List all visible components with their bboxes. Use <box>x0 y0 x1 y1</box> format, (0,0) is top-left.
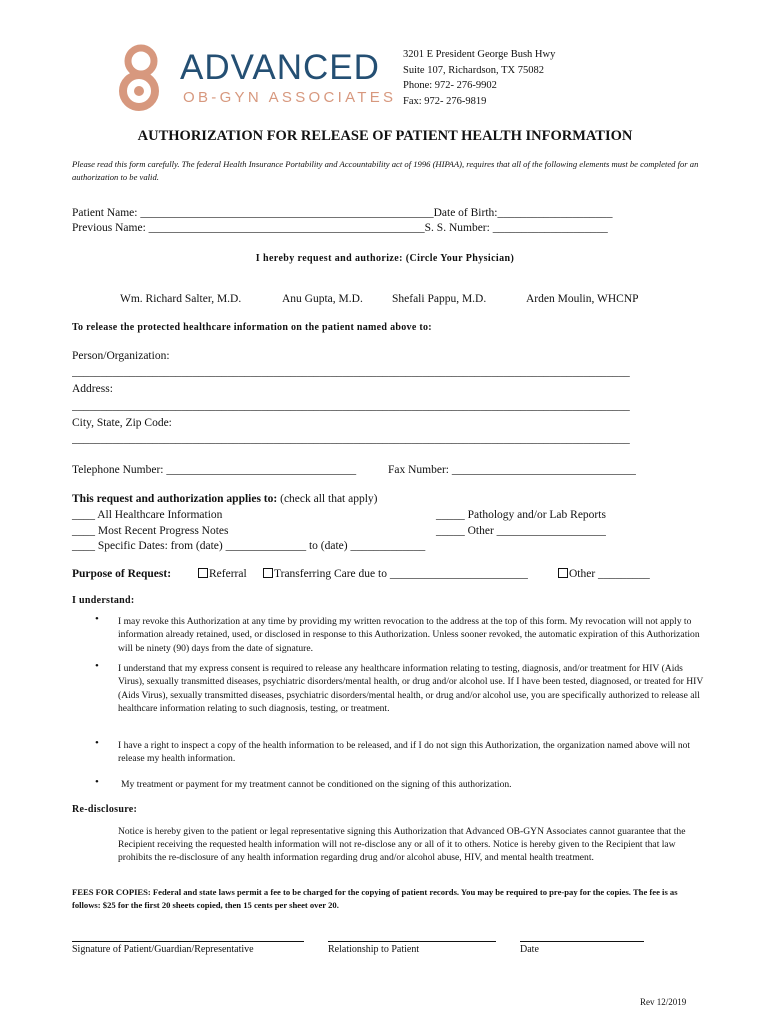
understand-heading: I understand: <box>72 595 135 606</box>
revision-label: Rev 12/2019 <box>640 997 687 1007</box>
address-label: Address: <box>72 383 113 395</box>
other-checkbox[interactable] <box>558 568 568 578</box>
option-all-healthcare[interactable]: ____ All Healthcare Information <box>72 509 223 521</box>
bullet-icon: • <box>95 613 99 625</box>
telephone-field[interactable]: Telephone Number: _________________________________ <box>72 464 357 476</box>
redisclosure-text: Notice is hereby given to the patient or legal representative signing this Authorization that Advanced OB-GYN Associates cannot guarantee that the Recipient receiving the requested health information will not re-disclose any or all of it to others. Notice is hereby given to the Recipient that law prohibits the re-disclosure of any health information regarding drug and/or alcohol abuse, HIV, and mental health treatment. <box>118 826 686 864</box>
physician-salter[interactable]: Wm. Richard Salter, M.D. <box>120 293 242 305</box>
redisclosure-heading: Re-disclosure: <box>72 804 138 815</box>
physician-pappu[interactable]: Shefali Pappu, M.D. <box>392 293 487 305</box>
patient-name-line[interactable]: Patient Name: ___________________________________________________Date of Birth:____________________ <box>72 207 613 219</box>
purpose-transferring-option[interactable] <box>263 568 528 580</box>
date-line[interactable] <box>520 941 644 942</box>
bullet-icon: • <box>95 776 99 788</box>
other-label: Other _________ <box>569 568 650 580</box>
understand-item-consent: I understand that my express consent is required to release any healthcare information relating to testing, diagnosis, and/or treatment for HIV (Aids Virus), sexually transmitted diseases, psychiatric disorders/mental health, or drug and/or alcohol use. If I have been tested, diagnosed, or treated for HIV (Aids Virus), sexually transmitted diseases, psychiatric disorders/mental health, or drug and/or alcohol use, you are specifically authorized to release all healthcare information relating to such diagnosis, testing, or treatment. <box>118 663 704 714</box>
applies-heading-bold: This request and authorization applies to: <box>72 493 278 505</box>
signature-label: Signature of Patient/Guardian/Representative <box>72 944 254 955</box>
relationship-label: Relationship to Patient <box>328 944 420 955</box>
option-progress-notes[interactable]: ____ Most Recent Progress Notes <box>72 525 229 537</box>
practice-address <box>403 47 555 109</box>
transferring-checkbox[interactable] <box>263 568 273 578</box>
physician-moulin[interactable]: Arden Moulin, WHCNP <box>526 293 639 305</box>
referral-checkbox[interactable] <box>198 568 208 578</box>
signature-line[interactable] <box>72 941 304 942</box>
purpose-label: Purpose of Request: <box>72 568 172 580</box>
applies-heading-note: (check all that apply) <box>277 493 378 505</box>
request-heading: I hereby request and authorize: (Circle Your Physician) <box>255 253 515 264</box>
relationship-line[interactable] <box>328 941 496 942</box>
date-label: Date <box>520 944 539 955</box>
understand-item-treatment: My treatment or payment for my treatment cannot be conditioned on the signing of this authorization. <box>121 779 512 790</box>
address-field[interactable]: _________________________________________________________________________________________________ <box>72 400 630 412</box>
person-organization-field[interactable]: _________________________________________________________________________________________________ <box>72 366 630 378</box>
phone-line: Phone: 972- 276-9902 <box>403 80 497 92</box>
person-organization-label: Person/Organization: <box>72 350 170 362</box>
option-pathology-lab[interactable]: _____ Pathology and/or Lab Reports <box>436 509 606 521</box>
bullet-icon: • <box>95 737 99 749</box>
purpose-referral-option[interactable] <box>198 568 247 580</box>
fees-notice: FEES FOR COPIES: Federal and state laws permit a fee to be charged for the copying of patient records. You may be required to pre-pay for the copies. The fee is as follows: $25 for the first 20 sheets copied, then 15 cents per sheet over 20. <box>72 887 678 910</box>
city-state-zip-label: City, State, Zip Code: <box>72 417 172 429</box>
physician-gupta[interactable]: Anu Gupta, M.D. <box>282 293 363 305</box>
form-intro: Please read this form carefully. The federal Health Insurance Portability and Accountability act of 1996 (HIPAA), requires that all of the following elements must be completed for an authorization to be valid. <box>72 159 699 182</box>
logo-subtitle: OB-GYN ASSOCIATES <box>183 89 397 106</box>
referral-label: Referral <box>209 568 247 580</box>
bullet-icon: • <box>95 660 99 672</box>
city-state-zip-field[interactable]: _________________________________________________________________________________________________ <box>72 433 630 445</box>
release-heading: To release the protected healthcare information on the patient named above to: <box>72 322 432 333</box>
fax-field[interactable]: Fax Number: ________________________________ <box>388 464 636 476</box>
transferring-label: Transferring Care due to ________________________ <box>274 568 528 580</box>
option-other[interactable]: _____ Other ___________________ <box>436 525 606 537</box>
understand-item-inspect: I have a right to inspect a copy of the health information to be released, and if I do not sign this Authorization, the organization named above will not release my health information. <box>118 740 691 765</box>
practice-logo-icon <box>108 44 174 112</box>
logo-name: ADVANCED <box>180 48 380 87</box>
applies-heading <box>72 493 378 505</box>
option-specific-dates[interactable]: ____ Specific Dates: from (date) ______________ to (date) _____________ <box>72 540 426 552</box>
fax-line: Fax: 972- 276-9819 <box>403 95 487 107</box>
address-line: Suite 107, Richardson, TX 75082 <box>403 64 544 76</box>
form-title: AUTHORIZATION FOR RELEASE OF PATIENT HEALTH INFORMATION <box>137 128 633 144</box>
previous-name-line[interactable]: Previous Name: ________________________________________________S. S. Number: ____________________ <box>72 222 608 234</box>
address-line: 3201 E President George Bush Hwy <box>403 49 556 60</box>
purpose-other-option[interactable] <box>558 568 650 580</box>
understand-item-revoke: I may revoke this Authorization at any time by providing my written revocation to the address at the top of this form. My revocation will not apply to information already retained, used, or disclosed in response to this Authorization. Unless sooner revoked, the automatic expiration of this Authorization will be ninety (90) days from the date of signature. <box>118 616 700 654</box>
